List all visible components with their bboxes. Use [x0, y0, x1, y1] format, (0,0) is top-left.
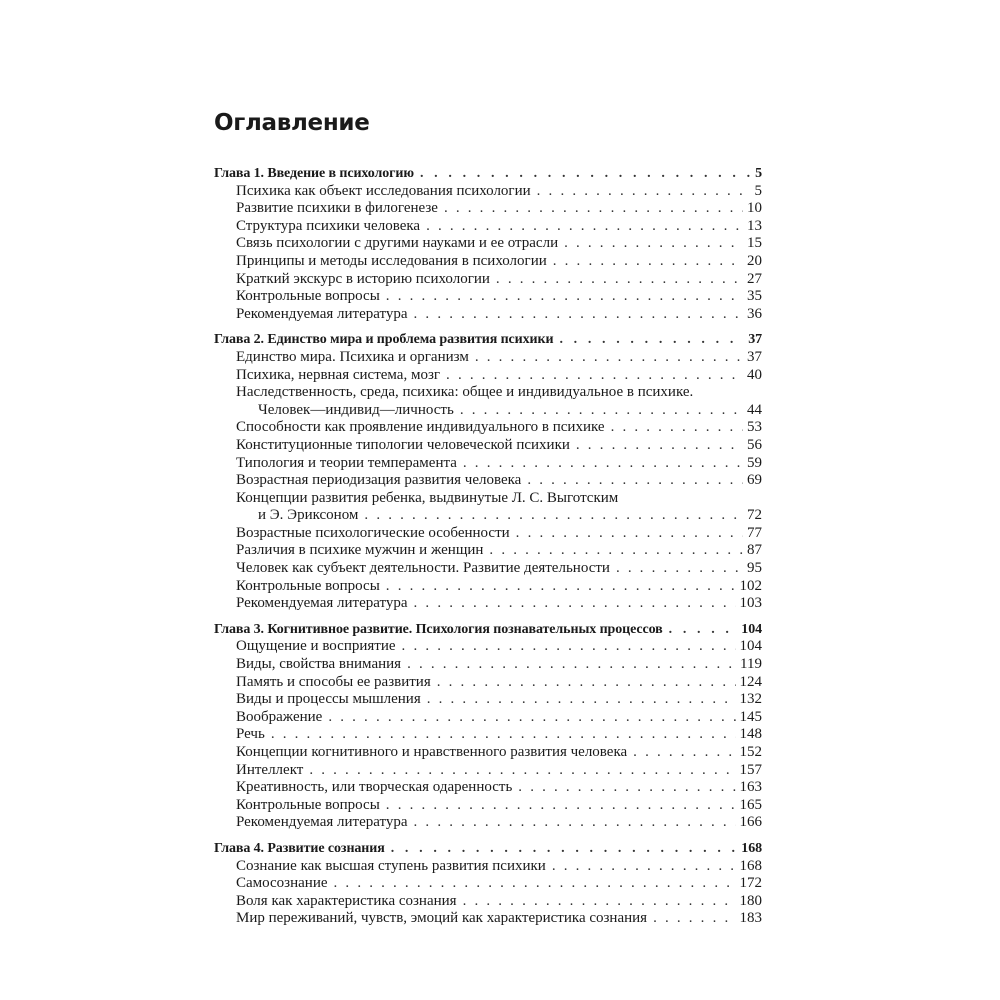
- toc-section-entry[interactable]: [214, 858, 762, 876]
- dot-leader: [653, 910, 735, 928]
- chapter-page-number: 104: [741, 621, 762, 637]
- section-title: Связь психологии с другими науками и ее отрасли: [236, 235, 559, 252]
- section-page-number: 87: [747, 542, 762, 559]
- toc-section-entry[interactable]: [214, 560, 762, 578]
- section-page-number: 44: [747, 401, 762, 418]
- toc-section-entry[interactable]: [214, 893, 762, 911]
- section-page-number: 59: [747, 454, 762, 471]
- section-title: Контрольные вопросы: [236, 796, 380, 813]
- dot-leader: [633, 744, 735, 762]
- chapter-title: Глава 4. Развитие сознания: [214, 840, 385, 856]
- chapter-title: Глава 2. Единство мира и проблема развития психики: [214, 332, 554, 348]
- section-title: Структура психики человека: [236, 217, 421, 234]
- chapter-block: [214, 840, 762, 928]
- section-title: Возрастная периодизация развития человека: [236, 472, 522, 489]
- toc-section-entry[interactable]: [214, 691, 762, 709]
- dot-leader: [537, 183, 751, 201]
- section-page-number: 172: [739, 875, 762, 892]
- toc-section-entry[interactable]: [214, 218, 762, 236]
- toc-section-entry[interactable]: [214, 349, 762, 367]
- section-title: Принципы и методы исследования в психологии: [236, 252, 547, 269]
- toc-section-entry[interactable]: [214, 779, 762, 797]
- toc-chapter-heading[interactable]: [214, 165, 762, 183]
- toc-section-entry[interactable]: [214, 709, 762, 727]
- toc-section-entry[interactable]: [214, 525, 762, 543]
- toc-section-entry[interactable]: [214, 578, 762, 596]
- section-page-number: 40: [747, 366, 762, 383]
- section-page-number: 157: [739, 761, 762, 778]
- chapter-block: [214, 165, 762, 323]
- section-title: Самосознание: [236, 875, 328, 892]
- toc-section-entry[interactable]: [214, 235, 762, 253]
- section-title: Мир переживаний, чувств, эмоций как характеристика сознания: [236, 910, 648, 927]
- section-page-number: 103: [739, 595, 762, 612]
- toc-section-entry[interactable]: [214, 797, 762, 815]
- toc-section-entry[interactable]: [214, 367, 762, 385]
- section-page-number: 124: [739, 673, 762, 690]
- toc-section-entry[interactable]: [214, 253, 762, 271]
- dot-leader: [420, 165, 751, 183]
- section-title: Интеллект: [236, 761, 304, 778]
- section-title: Концепции развития ребенка, выдвинутые Л. С. Выготским: [236, 489, 619, 506]
- dot-leader: [426, 218, 743, 236]
- section-page-number: 168: [739, 857, 762, 874]
- toc-page: [214, 108, 762, 927]
- page-title: Оглавление: [214, 110, 370, 136]
- chapter-block: [214, 621, 762, 832]
- dot-leader: [407, 656, 736, 674]
- dot-leader: [414, 814, 736, 832]
- dot-leader: [463, 893, 736, 911]
- dot-leader: [309, 762, 735, 780]
- dot-leader: [559, 331, 744, 349]
- section-title: Речь: [236, 726, 265, 743]
- section-title: Воображение: [236, 708, 323, 725]
- toc-section-entry[interactable]: [214, 726, 762, 744]
- section-title: Возрастные психологические особенности: [236, 524, 510, 541]
- section-title-continuation: Человек—индивид—личность: [258, 401, 454, 418]
- toc-section-entry[interactable]: [214, 437, 762, 455]
- toc-section-entry[interactable]: [214, 271, 762, 289]
- toc-section-entry[interactable]: [214, 419, 762, 437]
- section-page-number: 37: [747, 348, 762, 365]
- dot-leader: [386, 288, 743, 306]
- section-title: Концепции когнитивного и нравственного развития человека: [236, 744, 628, 760]
- section-page-number: 27: [747, 270, 762, 287]
- section-page-number: 145: [739, 708, 762, 725]
- section-title: Контрольные вопросы: [236, 577, 380, 594]
- dot-leader: [553, 253, 743, 271]
- section-page-number: 165: [739, 796, 762, 813]
- chapter-title: Глава 3. Когнитивное развитие. Психология познавательных процессов: [214, 621, 663, 637]
- section-title: Человек как субъект деятельности. Развитие деятельности: [236, 560, 610, 577]
- section-title: Рекомендуемая литература: [236, 595, 408, 612]
- dot-leader: [437, 674, 736, 692]
- section-page-number: 166: [739, 814, 762, 831]
- dot-leader: [364, 507, 743, 525]
- toc-section-entry[interactable]: [214, 875, 762, 893]
- toc-section-entry[interactable]: [214, 595, 762, 613]
- chapter-page-number: 168: [741, 840, 762, 856]
- section-page-number: 72: [747, 507, 762, 524]
- dot-leader: [334, 875, 736, 893]
- dot-leader: [446, 367, 743, 385]
- section-page-number: 102: [739, 577, 762, 594]
- dot-leader: [576, 437, 743, 455]
- section-page-number: 104: [739, 638, 762, 655]
- section-title: Рекомендуемая литература: [236, 814, 408, 831]
- toc-section-entry[interactable]: [214, 542, 762, 560]
- section-page-number: 35: [747, 288, 762, 305]
- section-page-number: 10: [747, 200, 762, 217]
- section-title: Краткий экскурс в историю психологии: [236, 270, 490, 287]
- section-title: Виды и процессы мышления: [236, 691, 421, 708]
- toc-section-entry[interactable]: [214, 744, 762, 762]
- toc-section-entry[interactable]: [214, 638, 762, 656]
- toc-section-entry[interactable]: [214, 674, 762, 692]
- section-title: Способности как проявление индивидуального в психике: [236, 419, 605, 436]
- section-page-number: 132: [739, 691, 762, 708]
- section-title: Конституционные типологии человеческой психики: [236, 436, 570, 453]
- dot-leader: [414, 595, 736, 613]
- section-title: Рекомендуемая литература: [236, 305, 408, 322]
- section-page-number: 148: [739, 726, 762, 743]
- toc-section-entry[interactable]: [214, 306, 762, 324]
- toc-section-entry[interactable]: [214, 814, 762, 832]
- dot-leader: [386, 578, 736, 596]
- dot-leader: [564, 235, 743, 253]
- section-title: Типология и теории темперамента: [236, 454, 457, 471]
- dot-leader: [414, 306, 743, 324]
- section-title: Психика, нервная система, мозг: [236, 366, 441, 383]
- section-page-number: 69: [747, 472, 762, 489]
- dot-leader: [444, 200, 743, 218]
- dot-leader: [328, 709, 735, 727]
- section-page-number: 53: [747, 419, 762, 436]
- dot-leader: [516, 525, 743, 543]
- toc-chapter-heading[interactable]: [214, 331, 762, 349]
- dot-leader: [271, 726, 736, 744]
- chapter-page-number: 5: [755, 166, 762, 181]
- section-page-number: 95: [747, 560, 762, 577]
- section-page-number: 13: [747, 217, 762, 234]
- dot-leader: [463, 455, 743, 473]
- dot-leader: [460, 402, 743, 420]
- toc-section-entry-continuation[interactable]: [214, 402, 762, 420]
- toc-section-entry[interactable]: [214, 490, 762, 508]
- dot-leader: [616, 560, 743, 578]
- toc-section-entry-continuation[interactable]: [214, 507, 762, 525]
- section-title: Креативность, или творческая одаренность: [236, 779, 513, 796]
- section-title: Наследственность, среда, психика: общее и индивидуальное в психике.: [236, 384, 694, 401]
- section-page-number: 119: [740, 656, 762, 673]
- dot-leader: [391, 840, 738, 858]
- chapter-title: Глава 1. Введение в психологию: [214, 166, 414, 181]
- toc-chapter-heading[interactable]: [214, 840, 762, 858]
- dot-leader: [518, 779, 735, 797]
- toc-section-entry[interactable]: [214, 384, 762, 402]
- section-page-number: 163: [739, 779, 762, 796]
- section-page-number: 180: [739, 892, 762, 909]
- toc-chapter-heading[interactable]: [214, 621, 762, 639]
- chapter-page-number: 37: [748, 332, 762, 348]
- section-title-continuation: и Э. Эриксоном: [258, 507, 359, 524]
- dot-leader: [489, 542, 743, 560]
- toc-section-entry[interactable]: [214, 200, 762, 218]
- dot-leader: [552, 858, 736, 876]
- section-title: Воля как характеристика сознания: [236, 892, 457, 909]
- dot-leader: [669, 621, 738, 639]
- section-title: Память и способы ее развития: [236, 673, 431, 690]
- toc-section-entry[interactable]: [214, 762, 762, 780]
- section-page-number: 20: [747, 252, 762, 269]
- section-title: Виды, свойства внимания: [236, 656, 402, 673]
- section-page-number: 15: [747, 235, 762, 252]
- section-page-number: 77: [747, 524, 762, 541]
- section-title: Развитие психики в филогенезе: [236, 200, 438, 217]
- toc-section-entry[interactable]: [214, 910, 762, 928]
- dot-leader: [611, 419, 743, 437]
- toc-section-entry[interactable]: [214, 183, 762, 201]
- section-page-number: 183: [739, 910, 762, 927]
- toc-section-entry[interactable]: [214, 472, 762, 490]
- dot-leader: [475, 349, 743, 367]
- dot-leader: [527, 472, 743, 490]
- section-title: Ощущение и восприятие: [236, 638, 396, 655]
- chapter-block: [214, 331, 762, 613]
- toc-section-entry[interactable]: [214, 455, 762, 473]
- section-title: Различия в психике мужчин и женщин: [236, 542, 484, 559]
- dot-leader: [386, 797, 736, 815]
- section-page-number: 56: [747, 436, 762, 453]
- dot-leader: [496, 271, 743, 289]
- table-of-contents: [214, 165, 762, 936]
- section-page-number: 36: [747, 305, 762, 322]
- section-title: Единство мира. Психика и организм: [236, 348, 469, 365]
- section-title: Сознание как высшая ступень развития психики: [236, 857, 546, 874]
- section-title: Контрольные вопросы: [236, 288, 380, 305]
- section-title: Психика как объект исследования психологии: [236, 182, 531, 199]
- toc-section-entry[interactable]: [214, 288, 762, 306]
- section-page-number: 5: [754, 182, 762, 199]
- dot-leader: [427, 691, 736, 709]
- section-page-number: 152: [739, 744, 762, 760]
- toc-section-entry[interactable]: [214, 656, 762, 674]
- dot-leader: [402, 638, 736, 656]
